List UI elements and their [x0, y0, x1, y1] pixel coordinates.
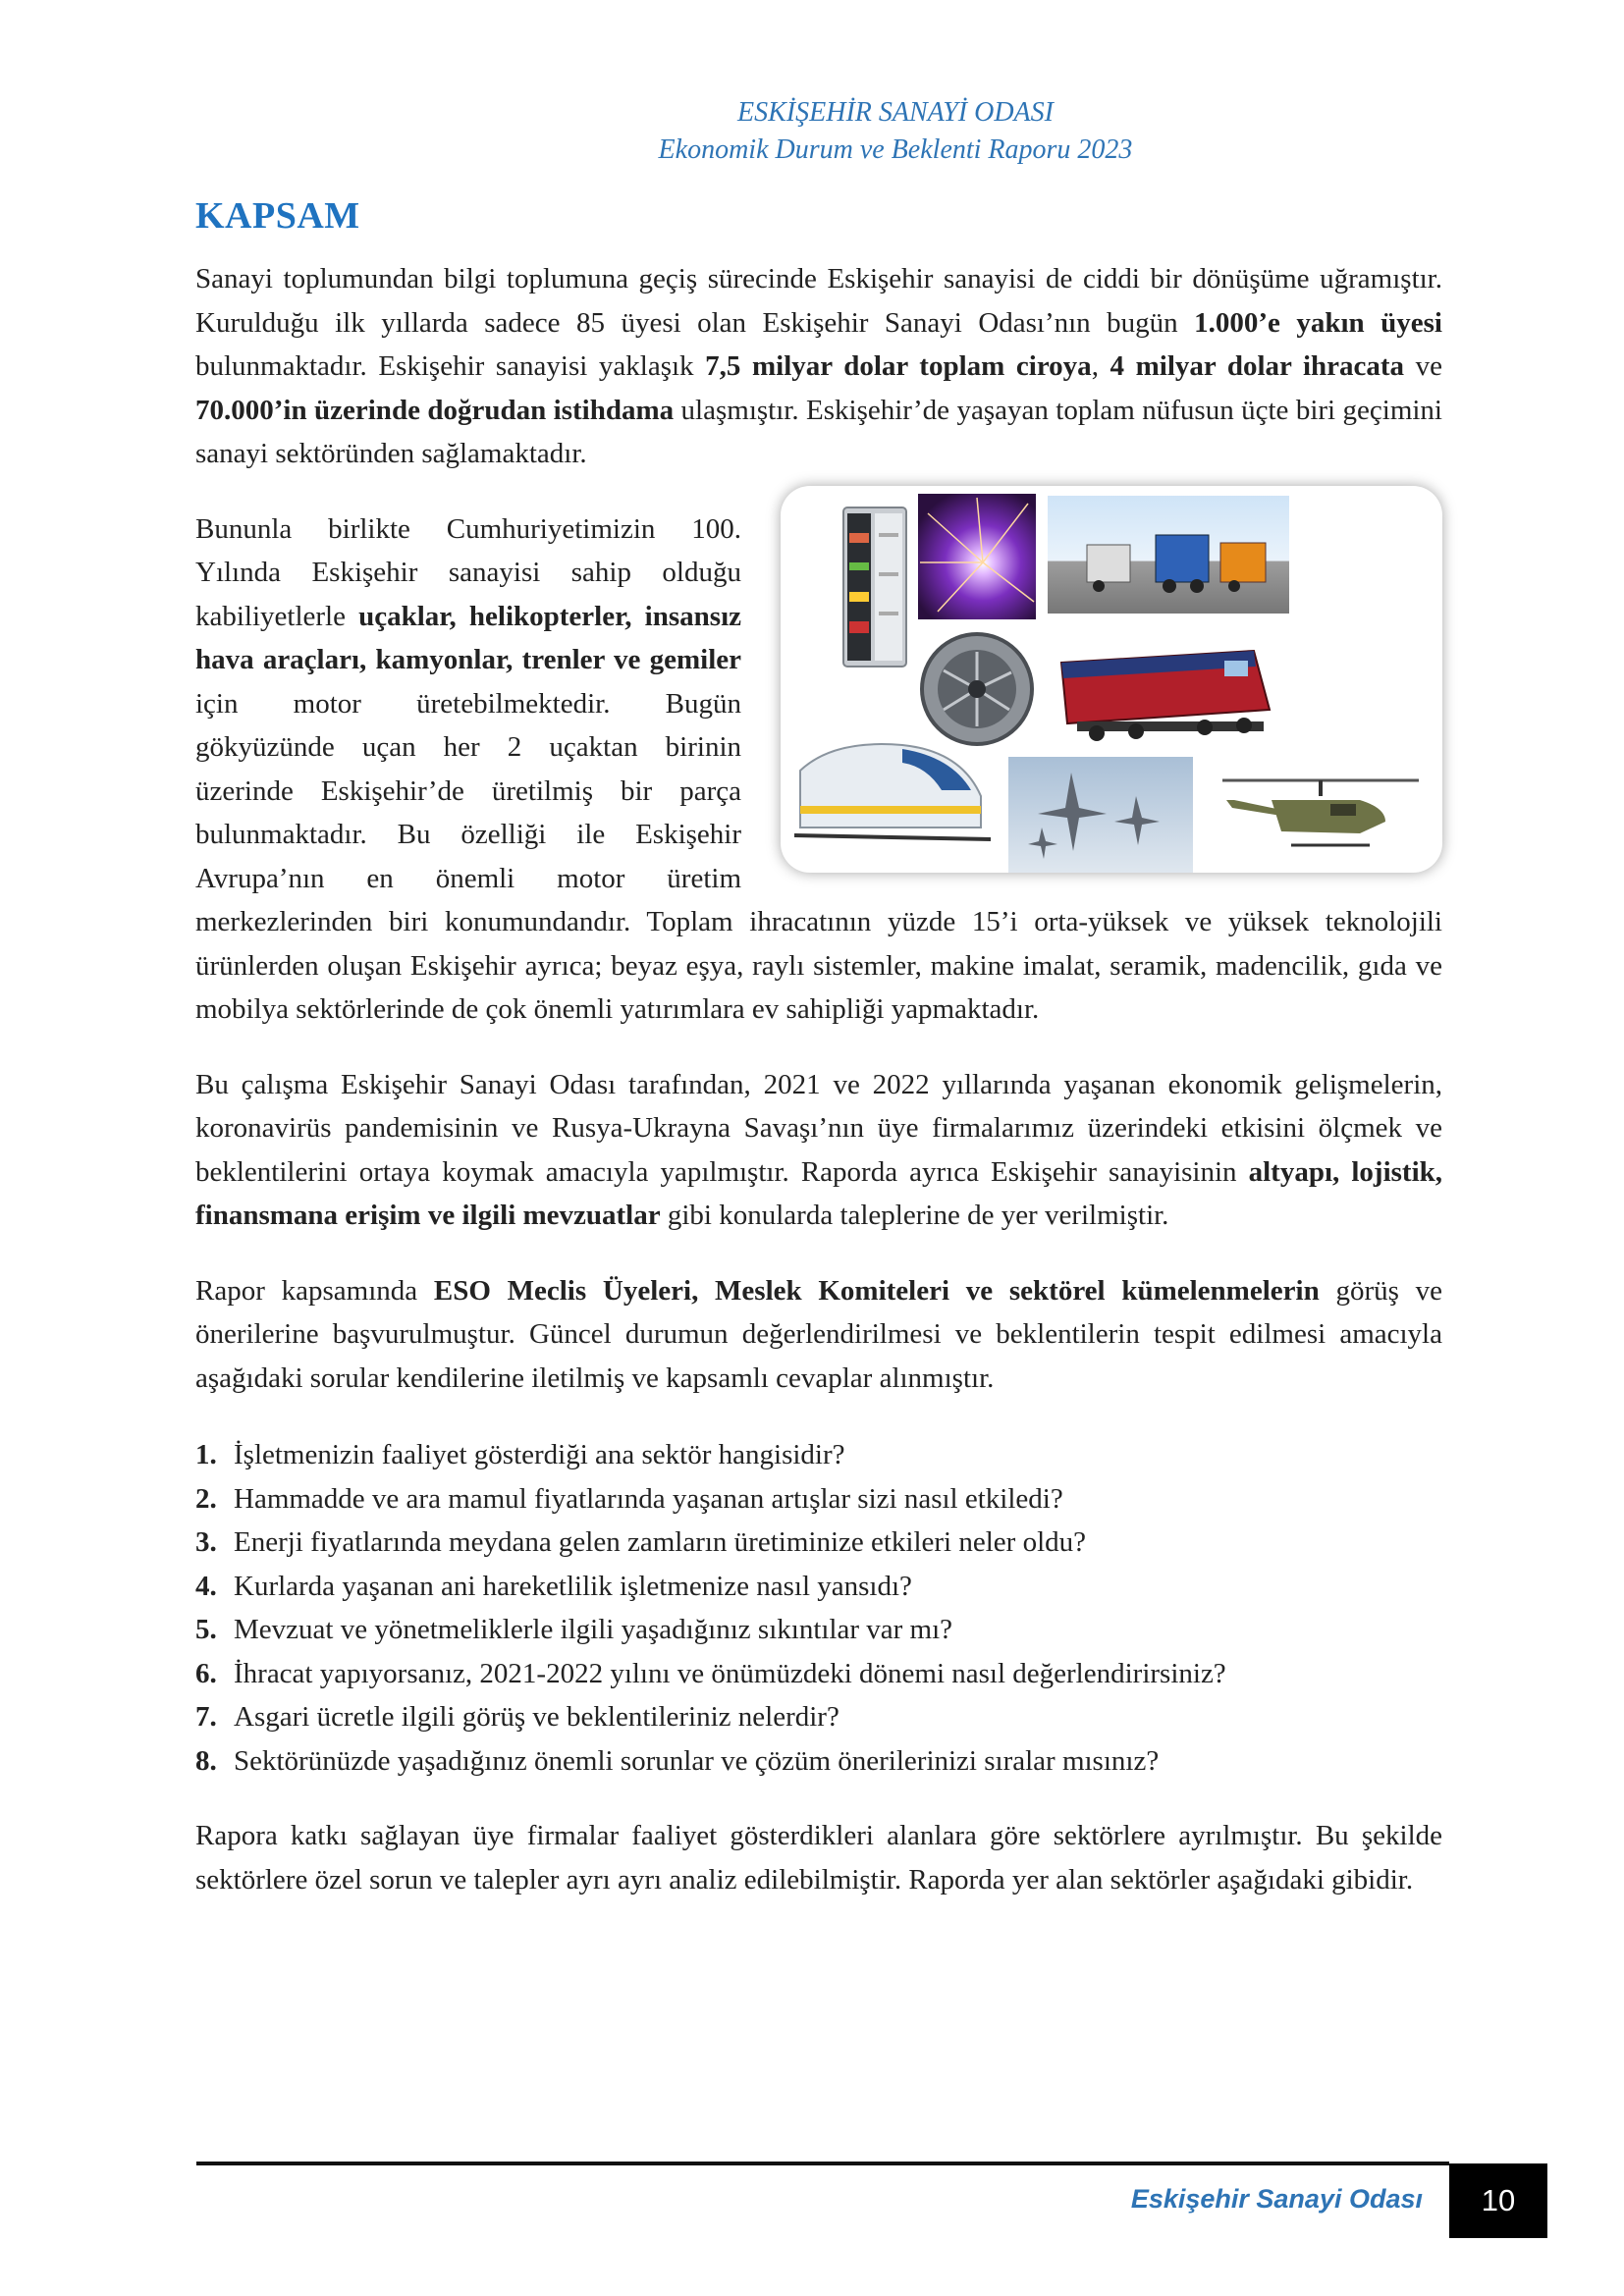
list-item: 6. İhracat yapıyorsanız, 2021-2022 yılını ve önümüzdeki dönemi nasıl değerlendirirsiniz?	[195, 1657, 1226, 1689]
study-purpose-paragraph: Bu çalışma Eskişehir Sanayi Odası tarafından, 2021 ve 2022 yıllarında yaşanan ekonomik gelişmelerin, koronavirüs pandemisinin ve Rusya-Ukrayna Savaşı’nın üye firmalarımız üzerindeki etkisini ölçmek ve beklentilerini ortaya koymak amacıyla yapılmıştır. Raporda ayrıca Eskişehir sanayisinin altyapı, lojistik, finansmana erişim ve ilgili mevzuatlar gibi konularda taleplerine de yer verilmiştir.	[195, 1068, 1442, 1231]
list-item: 5. Mevzuat ve yönetmeliklerle ilgili yaşadığınız sıkıntılar var mı?	[195, 1614, 953, 1645]
report-header	[0, 94, 1624, 169]
industry-collage	[781, 486, 1442, 873]
industry-capabilities-paragraph: Bununla birlikte Cumhuriyetimizin 100. Yılında Eskişehir sanayisi sahip olduğu kabiliyetlerle uçaklar, helikopterler, insansız hava araçları, kamyonlar, trenler ve gemiler için motor üretebilmektedir. Bugün gökyüzünde uçan her 2 uçaktan birinin üzerinde Eskişehir’de üretilmiş bir parça bulunmaktadır. Bu özelliği ile Eskişehir Avrupa’nın en önemli motor üretim merkezlerinden biri konumundandır. Toplam ihracatının yüzde 15’i orta-yüksek ve yüksek teknolojili ürünlerden oluşan Eskişehir ayrıca; beyaz eşya, raylı sistemler, makine imalat, seramik, madencilik, gıda ve mobilya sektörlerinde de çok önemli yatırımlara ev sahipliği yapmaktadır.	[195, 512, 1442, 1025]
survey-question-list	[195, 1433, 1442, 1783]
refrigerator-icon	[836, 504, 914, 670]
section-title: KAPSAM	[195, 195, 360, 237]
header-report-title: Ekonomik Durum ve Beklenti Raporu 2023	[658, 134, 1133, 165]
list-item: 1. İşletmenizin faaliyet gösterdiği ana sektör hangisidir?	[195, 1439, 845, 1470]
list-item: 2. Hammadde ve ara mamul fiyatlarında yaşanan artışlar sizi nasıl etkiledi?	[195, 1482, 1063, 1515]
list-item: 3. Enerji fiyatlarında meydana gelen zamların üretiminize etkileri neler oldu?	[195, 1526, 1087, 1558]
header-org-name: ESKİŞEHİR SANAYİ ODASI	[737, 97, 1054, 128]
fighter-jets-icon	[1008, 757, 1193, 873]
list-item: 4. Kurlarda yaşanan ani hareketlilik işletmenize nasıl yansıdı?	[195, 1570, 912, 1602]
list-item: 7. Asgari ücretle ilgili görüş ve beklentileriniz nelerdir?	[195, 1701, 839, 1733]
page-content	[195, 188, 1442, 1901]
footer-divider	[196, 2162, 1449, 2165]
intro-paragraph: Sanayi toplumundan bilgi toplumuna geçiş sürecinde Eskişehir sanayisi de ciddi bir dönüşüme uğramıştır. Kurulduğu ilk yıllarda sadece 85 üyesi olan Eskişehir Sanayi Odası’nın bugün 1.000’e yakın üyesi bulunmaktadır. Eskişehir sanayisi yaklaşık 7,5 milyar dolar toplam ciroya, 4 milyar dolar ihracata ve 70.000’in üzerinde doğrudan istihdama ulaşmıştır. Eskişehir’de yaşayan toplam nüfusun üçte biri geçimini sanayi sektöründen sağlamaktadır.	[195, 263, 1443, 469]
welding-icon	[918, 494, 1036, 619]
sectors-paragraph: Rapora katkı sağlayan üye firmalar faaliyet gösterdikleri alanlara göre sektörlere ayrılmıştır. Bu şekilde sektörlere özel sorun ve talepler ayrı ayrı analiz edilebilmiştir. Raporda yer alan sektörler aşağıdaki gibidir.	[195, 1820, 1442, 1896]
list-item: 8. Sektörünüzde yaşadığınız önemli sorunlar ve çözüm önerilerinizi sıralar mısınız?	[195, 1744, 1160, 1777]
high-speed-train-icon	[794, 712, 991, 849]
locomotive-icon	[1048, 633, 1283, 751]
methodology-paragraph: Rapor kapsamında ESO Meclis Üyeleri, Meslek Komiteleri ve sektörel kümelenmelerin görüş ve önerilerine başvurulmuştur. Güncel durumun değerlendirilmesi ve beklentilerin tespit edilmesi amacıyla aşağıdaki sorular kendilerine iletilmiş ve kapsamlı cevaplar alınmıştır.	[195, 1274, 1442, 1394]
footer-org-name: Eskişehir Sanayi Odası	[1130, 2184, 1423, 2214]
trucks-icon	[1048, 496, 1289, 614]
page-number: 10	[1449, 2163, 1547, 2238]
attack-helicopter-icon	[1213, 757, 1429, 865]
